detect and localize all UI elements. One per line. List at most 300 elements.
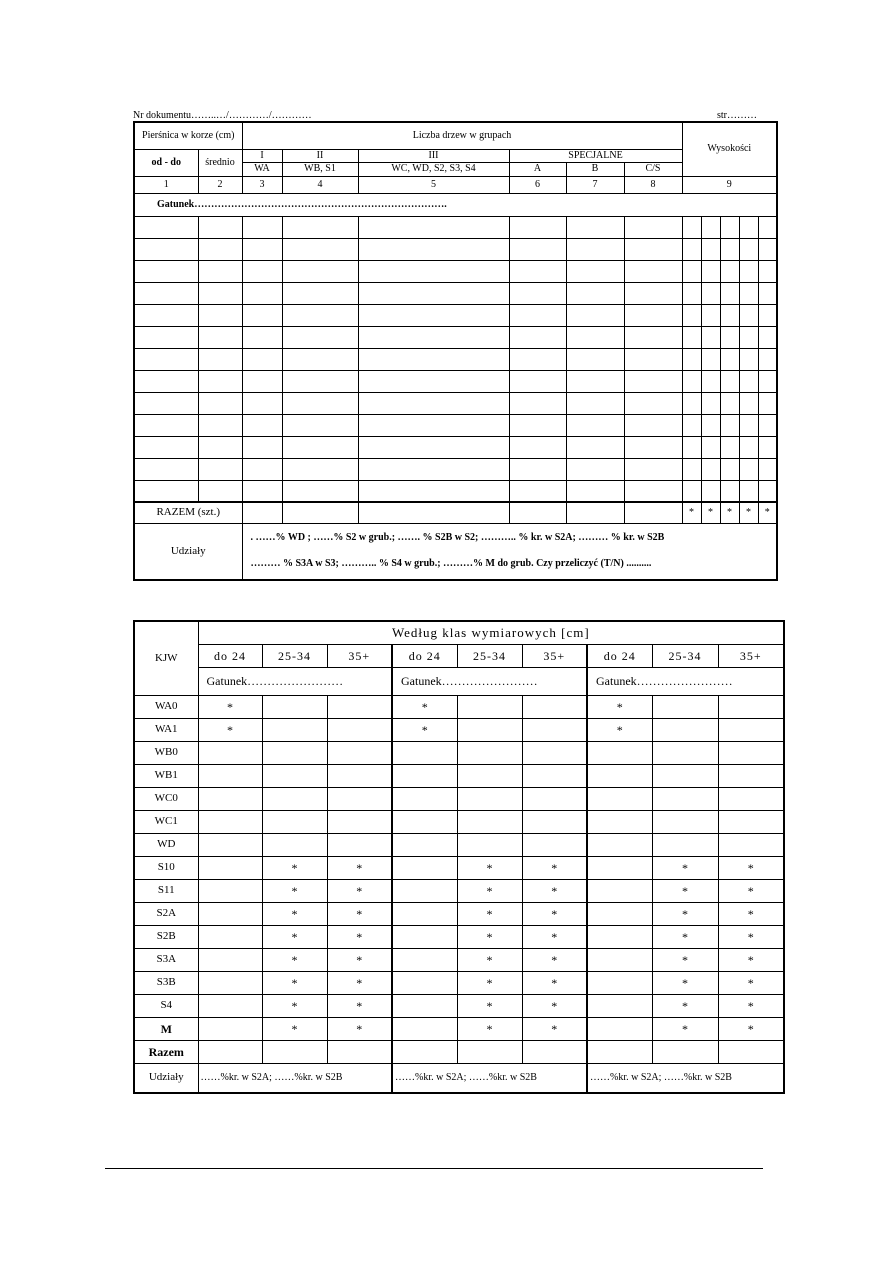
entry-cell[interactable] [282,458,358,480]
entry-cell[interactable] [134,392,198,414]
entry-cell[interactable] [682,480,701,502]
value-cell[interactable] [198,741,262,764]
value-cell[interactable] [327,833,392,856]
udzialy-fields[interactable] [242,523,777,580]
star-mark: * [457,948,522,971]
entry-cell[interactable] [134,326,198,348]
entry-cell[interactable] [198,458,242,480]
star-mark: * [457,902,522,925]
entry-cell[interactable] [282,326,358,348]
value-cell[interactable] [587,1040,652,1063]
entry-cell[interactable] [739,392,758,414]
value-cell[interactable] [262,718,327,741]
entry-cell[interactable] [739,370,758,392]
value-cell[interactable] [262,810,327,833]
entry-cell[interactable] [739,304,758,326]
entry-cell[interactable] [134,414,198,436]
entry-cell[interactable] [134,370,198,392]
kjw-row [134,741,784,764]
entry-cell[interactable] [758,414,777,436]
value-cell[interactable] [718,741,784,764]
entry-cell[interactable] [566,392,624,414]
entry-cell[interactable] [624,458,682,480]
value-cell[interactable] [392,787,457,810]
entry-cell[interactable] [758,370,777,392]
entry-cell[interactable] [758,458,777,480]
entry-cell[interactable] [739,348,758,370]
entry-cell[interactable] [739,282,758,304]
entry-cell[interactable] [758,326,777,348]
entry-cell[interactable] [509,216,566,238]
value-cell[interactable] [718,764,784,787]
entry-cell[interactable] [720,414,739,436]
entry-cell[interactable] [720,326,739,348]
value-cell[interactable] [457,764,522,787]
entry-cell[interactable] [758,436,777,458]
value-cell[interactable] [198,1040,262,1063]
entry-cell[interactable] [624,414,682,436]
entry-cell[interactable] [358,304,509,326]
entry-cell[interactable] [134,260,198,282]
entry-cell[interactable] [701,326,720,348]
entry-cell[interactable] [739,326,758,348]
entry-cell[interactable] [282,238,358,260]
entry-cell[interactable] [509,414,566,436]
star-mark: * [522,994,587,1017]
entry-cell[interactable] [358,260,509,282]
value-cell[interactable] [392,1017,457,1040]
tree-count-table [133,121,778,581]
entry-cell[interactable] [624,216,682,238]
entry-cell[interactable] [198,414,242,436]
entry-cell[interactable] [566,216,624,238]
entry-cell[interactable] [358,436,509,458]
value-cell[interactable] [587,948,652,971]
value-cell[interactable] [262,764,327,787]
entry-cell[interactable] [720,348,739,370]
entry-cell[interactable] [242,392,282,414]
value-cell[interactable] [718,810,784,833]
value-cell[interactable] [198,879,262,902]
entry-cell[interactable] [701,216,720,238]
value-cell[interactable] [198,994,262,1017]
value-cell[interactable] [327,695,392,718]
entry-cell[interactable] [134,304,198,326]
value-cell[interactable] [522,741,587,764]
entry-cell[interactable] [701,282,720,304]
entry-cell[interactable] [739,260,758,282]
entry-cell[interactable] [720,304,739,326]
entry-cell[interactable] [198,436,242,458]
value-cell[interactable] [587,741,652,764]
entry-cell[interactable] [701,348,720,370]
value-cell[interactable] [262,833,327,856]
entry-cell[interactable] [282,216,358,238]
value-cell[interactable] [392,1040,457,1063]
entry-cell[interactable] [282,480,358,502]
value-cell[interactable] [718,833,784,856]
value-cell[interactable] [262,787,327,810]
entry-cell[interactable] [758,304,777,326]
entry-cell[interactable] [134,216,198,238]
razem-label: RAZEM (szt.) [134,502,242,523]
star-mark: * [758,502,777,523]
value-cell[interactable] [198,948,262,971]
entry-cell[interactable] [739,436,758,458]
entry-cell[interactable] [682,392,701,414]
value-cell[interactable] [327,764,392,787]
value-cell[interactable] [457,787,522,810]
value-cell[interactable] [587,810,652,833]
entry-cell[interactable] [509,348,566,370]
value-cell[interactable] [457,695,522,718]
entry-cell[interactable] [509,480,566,502]
value-cell[interactable] [392,948,457,971]
entry-cell[interactable] [682,436,701,458]
gatunek-field[interactable]: Gatunek…………………………………………………………………. [134,193,777,216]
entry-cell[interactable] [198,260,242,282]
value-cell[interactable] [587,971,652,994]
entry-cell[interactable] [242,304,282,326]
udzialy-percent-field[interactable]: ……%kr. w S2A; ……%kr. w S2B [198,1063,392,1093]
value-cell[interactable] [587,879,652,902]
entry-cell[interactable] [566,480,624,502]
entry-cell[interactable] [739,458,758,480]
entry-cell[interactable] [509,392,566,414]
entry-cell[interactable] [242,260,282,282]
entry-cell[interactable] [682,260,701,282]
entry-cell[interactable] [701,370,720,392]
value-cell[interactable] [587,787,652,810]
entry-cell[interactable] [358,480,509,502]
entry-cell[interactable] [682,414,701,436]
entry-cell[interactable] [134,458,198,480]
entry-cell[interactable] [198,370,242,392]
udzialy-percent-field[interactable]: ……%kr. w S2A; ……%kr. w S2B [587,1063,784,1093]
entry-cell[interactable] [701,238,720,260]
value-cell[interactable] [457,741,522,764]
razem-cell[interactable] [242,502,282,523]
value-cell[interactable] [457,1040,522,1063]
value-cell[interactable] [652,1040,718,1063]
entry-cell[interactable] [134,480,198,502]
col-num: 8 [624,176,682,193]
star-mark: * [522,856,587,879]
group-I: I [242,149,282,162]
value-cell[interactable] [652,810,718,833]
entry-cell[interactable] [198,480,242,502]
entry-cell[interactable] [566,458,624,480]
entry-cell[interactable] [682,216,701,238]
value-cell[interactable] [327,718,392,741]
entry-cell[interactable] [566,436,624,458]
entry-cell[interactable] [509,282,566,304]
entry-cell[interactable] [624,436,682,458]
value-cell[interactable] [198,833,262,856]
value-cell[interactable] [718,1040,784,1063]
value-cell[interactable] [652,833,718,856]
entry-cell[interactable] [134,238,198,260]
entry-cell[interactable] [566,348,624,370]
star-mark: * [262,994,327,1017]
entry-cell[interactable] [566,414,624,436]
entry-cell[interactable] [134,436,198,458]
entry-cell[interactable] [198,216,242,238]
entry-cell[interactable] [566,304,624,326]
value-cell[interactable] [198,902,262,925]
razem-cell[interactable] [624,502,682,523]
entry-cell[interactable] [282,348,358,370]
value-cell[interactable] [198,810,262,833]
entry-cell[interactable] [242,436,282,458]
entry-cell[interactable] [682,458,701,480]
entry-row [134,414,777,436]
value-cell[interactable] [198,787,262,810]
entry-cell[interactable] [198,348,242,370]
value-cell[interactable] [392,856,457,879]
entry-cell[interactable] [198,282,242,304]
entry-cell[interactable] [509,260,566,282]
value-cell[interactable] [587,1017,652,1040]
entry-cell[interactable] [509,326,566,348]
entry-cell[interactable] [282,392,358,414]
entry-cell[interactable] [701,392,720,414]
value-cell[interactable] [262,741,327,764]
entry-cell[interactable] [758,260,777,282]
entry-cell[interactable] [701,480,720,502]
value-cell[interactable] [522,833,587,856]
value-cell[interactable] [587,764,652,787]
value-cell[interactable] [457,833,522,856]
entry-cell[interactable] [282,370,358,392]
razem-cell[interactable] [282,502,358,523]
entry-cell[interactable] [624,282,682,304]
value-cell[interactable] [392,902,457,925]
entry-cell[interactable] [282,282,358,304]
entry-cell[interactable] [198,326,242,348]
value-cell[interactable] [198,1017,262,1040]
entry-cell[interactable] [242,238,282,260]
value-cell[interactable] [262,1040,327,1063]
entry-cell[interactable] [358,392,509,414]
entry-cell[interactable] [566,370,624,392]
value-cell[interactable] [652,764,718,787]
value-cell[interactable] [198,764,262,787]
value-cell[interactable] [198,856,262,879]
value-cell[interactable] [587,925,652,948]
value-cell[interactable] [652,741,718,764]
entry-cell[interactable] [624,326,682,348]
entry-cell[interactable] [509,238,566,260]
value-cell[interactable] [392,879,457,902]
entry-cell[interactable] [358,282,509,304]
entry-cell[interactable] [566,282,624,304]
entry-cell[interactable] [134,282,198,304]
entry-cell[interactable] [282,304,358,326]
entry-cell[interactable] [358,238,509,260]
entry-cell[interactable] [720,370,739,392]
value-cell[interactable] [587,994,652,1017]
entry-cell[interactable] [509,458,566,480]
entry-cell[interactable] [242,348,282,370]
value-cell[interactable] [587,902,652,925]
entry-cell[interactable] [242,458,282,480]
entry-cell[interactable] [624,260,682,282]
entry-cell[interactable] [720,458,739,480]
entry-cell[interactable] [242,282,282,304]
entry-cell[interactable] [701,414,720,436]
value-cell[interactable] [587,833,652,856]
value-cell[interactable] [392,741,457,764]
entry-cell[interactable] [509,304,566,326]
entry-cell[interactable] [358,326,509,348]
gatunek-field[interactable]: Gatunek…………………… [198,667,392,695]
value-cell[interactable] [327,787,392,810]
entry-cell[interactable] [720,392,739,414]
sub-cs: C/S [624,162,682,176]
entry-row [134,326,777,348]
razem-cell[interactable] [358,502,509,523]
entry-cell[interactable] [720,238,739,260]
entry-cell[interactable] [682,348,701,370]
entry-cell[interactable] [358,216,509,238]
value-cell[interactable] [522,764,587,787]
entry-cell[interactable] [701,436,720,458]
entry-cell[interactable] [242,216,282,238]
entry-cell[interactable] [720,436,739,458]
entry-cell[interactable] [282,436,358,458]
kjw-label: WB0 [134,741,198,764]
entry-row [134,392,777,414]
razem-cell[interactable] [509,502,566,523]
entry-cell[interactable] [758,282,777,304]
value-cell[interactable] [718,718,784,741]
kjw-row [134,948,784,971]
entry-row [134,436,777,458]
entry-cell[interactable] [758,348,777,370]
kjw-row [134,971,784,994]
entry-cell[interactable] [282,260,358,282]
entry-cell[interactable] [720,216,739,238]
gatunek-field[interactable]: Gatunek…………………… [587,667,784,695]
entry-cell[interactable] [198,304,242,326]
entry-cell[interactable] [720,480,739,502]
entry-cell[interactable] [624,370,682,392]
star-mark: * [652,994,718,1017]
entry-cell[interactable] [739,238,758,260]
value-cell[interactable] [652,695,718,718]
value-cell[interactable] [457,810,522,833]
value-cell[interactable] [522,1040,587,1063]
value-cell[interactable] [392,994,457,1017]
entry-cell[interactable] [758,480,777,502]
razem-cell[interactable] [566,502,624,523]
value-cell[interactable] [392,971,457,994]
value-cell[interactable] [198,925,262,948]
star-mark: * [327,1017,392,1040]
value-cell[interactable] [392,925,457,948]
entry-cell[interactable] [242,414,282,436]
gatunek-field[interactable]: Gatunek…………………… [392,667,587,695]
entry-cell[interactable] [509,370,566,392]
entry-cell[interactable] [682,304,701,326]
value-cell[interactable] [392,810,457,833]
entry-cell[interactable] [624,480,682,502]
entry-cell[interactable] [701,304,720,326]
entry-cell[interactable] [739,216,758,238]
entry-cell[interactable] [358,348,509,370]
entry-cell[interactable] [739,480,758,502]
entry-cell[interactable] [758,238,777,260]
value-cell[interactable] [327,1040,392,1063]
entry-cell[interactable] [358,414,509,436]
entry-cell[interactable] [720,260,739,282]
entry-cell[interactable] [242,326,282,348]
entry-cell[interactable] [624,392,682,414]
entry-cell[interactable] [134,348,198,370]
value-cell[interactable] [198,971,262,994]
entry-cell[interactable] [682,370,701,392]
entry-cell[interactable] [682,282,701,304]
kjw-row [134,879,784,902]
entry-cell[interactable] [739,414,758,436]
udzialy-percent-field[interactable]: ……%kr. w S2A; ……%kr. w S2B [392,1063,587,1093]
entry-cell[interactable] [624,304,682,326]
value-cell[interactable] [652,787,718,810]
value-cell[interactable] [652,718,718,741]
value-cell[interactable] [327,810,392,833]
value-cell[interactable] [522,787,587,810]
entry-cell[interactable] [624,348,682,370]
value-cell[interactable] [522,810,587,833]
entry-cell[interactable] [509,436,566,458]
entry-cell[interactable] [682,326,701,348]
entry-cell[interactable] [758,216,777,238]
entry-cell[interactable] [720,282,739,304]
entry-cell[interactable] [566,260,624,282]
value-cell[interactable] [392,833,457,856]
entry-cell[interactable] [701,458,720,480]
entry-row [134,370,777,392]
entry-cell[interactable] [282,414,358,436]
value-cell[interactable] [587,856,652,879]
value-cell[interactable] [327,741,392,764]
entry-cell[interactable] [758,392,777,414]
value-cell[interactable] [718,695,784,718]
entry-cell[interactable] [566,238,624,260]
value-cell[interactable] [262,695,327,718]
entry-cell[interactable] [198,392,242,414]
star-mark: * [327,856,392,879]
value-cell[interactable] [718,787,784,810]
kjw-row [134,764,784,787]
value-cell[interactable] [522,695,587,718]
entry-cell[interactable] [358,458,509,480]
value-cell[interactable] [522,718,587,741]
entry-cell[interactable] [566,326,624,348]
entry-cell[interactable] [624,238,682,260]
entry-cell[interactable] [242,480,282,502]
value-cell[interactable] [457,718,522,741]
group-II: II [282,149,358,162]
entry-cell[interactable] [198,238,242,260]
entry-cell[interactable] [358,370,509,392]
value-cell[interactable] [392,764,457,787]
entry-cell[interactable] [701,260,720,282]
col-num: 5 [358,176,509,193]
entry-cell[interactable] [682,238,701,260]
entry-cell[interactable] [242,370,282,392]
